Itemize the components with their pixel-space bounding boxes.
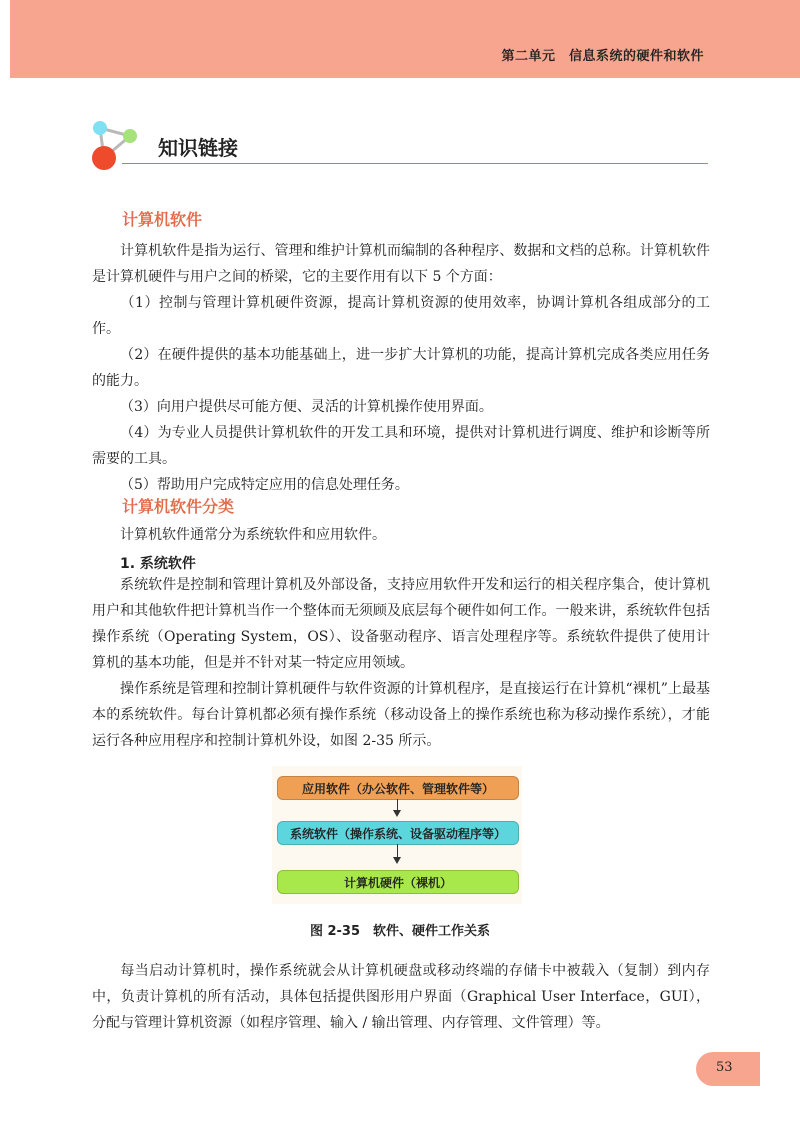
header-band: [10, 0, 800, 78]
section-heading-software: 计算机软件: [122, 210, 203, 229]
software-intro-text: 计算机软件是指为运行、管理和维护计算机而编制的各种程序、数据和文档的总称。计算机软件是计算机硬件与用户之间的桥梁，它的主要作用有以下 5 个方面：: [92, 243, 710, 285]
banner-title: 知识链接: [158, 136, 238, 160]
software-hardware-diagram: [272, 766, 522, 904]
software-item-1: （1）控制与管理计算机硬件资源，提高计算机资源的使用效率，协调计算机各组成部分的工作。: [92, 295, 710, 337]
system-software-subheading: 1. 系统软件: [120, 556, 196, 572]
software-item-3: （3）向用户提供尽可能方便、灵活的计算机操作使用界面。: [120, 399, 493, 415]
page-number: 53: [716, 1060, 733, 1075]
arrow-down-icon: [393, 857, 401, 864]
operating-system-paragraph: 操作系统是管理和控制计算机硬件与软件资源的计算机程序，是直接运行在计算机“裸机”上最基本的系统软件。每台计算机都必须有操作系统（移动设备上的操作系统也称为移动操作系统），才能运行各种应用程序和控制计算机外设，如图 2-35 所示。: [92, 681, 710, 749]
classification-intro: 计算机软件通常分为系统软件和应用软件。: [120, 527, 386, 543]
arrow-down-icon: [393, 810, 401, 817]
software-item-4: （4）为专业人员提供计算机软件的开发工具和环境，提供对计算机进行调度、维护和诊断等所需要的工具。: [92, 425, 710, 467]
unit-title: 第二单元 信息系统的硬件和软件: [501, 49, 704, 64]
system-software-paragraph: 系统软件是控制和管理计算机及外部设备，支持应用软件开发和运行的相关程序集合，使计算机用户和其他软件把计算机当作一个整体而无须顾及底层每个硬件如何工作。一般来讲，系统软件包括操作系统（Operating System，OS）、设备驱动程序、语言处理程序等。系统软件提供了使用计算机的基本功能，但是并不针对某一特定应用领域。: [92, 577, 710, 671]
section-heading-classification: 计算机软件分类: [122, 497, 235, 516]
software-intro: [92, 238, 710, 290]
closing-paragraph: 每当启动计算机时，操作系统就会从计算机硬盘或移动终端的存储卡中被载入（复制）到内存中，负责计算机的所有活动，具体包括提供图形用户界面（Graphical User Interface，GUI），分配与管理计算机资源（如程序管理、输入 / 输出管理、内存管理、文件管理）等。: [92, 963, 710, 1031]
layer-system-software: 系统软件（操作系统、设备驱动程序等）: [277, 821, 519, 845]
software-item-5: （5）帮助用户完成特定应用的信息处理任务。: [120, 477, 409, 493]
figure-caption: 图 2-35 软件、硬件工作关系: [309, 924, 491, 939]
arrow-line: [397, 844, 398, 858]
layer-hardware: 计算机硬件（裸机）: [277, 870, 519, 894]
software-item-2: （2）在硬件提供的基本功能基础上，进一步扩大计算机的功能，提高计算机完成各类应用任务的能力。: [92, 347, 710, 389]
banner-divider: [122, 163, 708, 164]
layer-application-software: 应用软件（办公软件、管理软件等）: [277, 776, 519, 800]
section-banner: [88, 118, 708, 170]
